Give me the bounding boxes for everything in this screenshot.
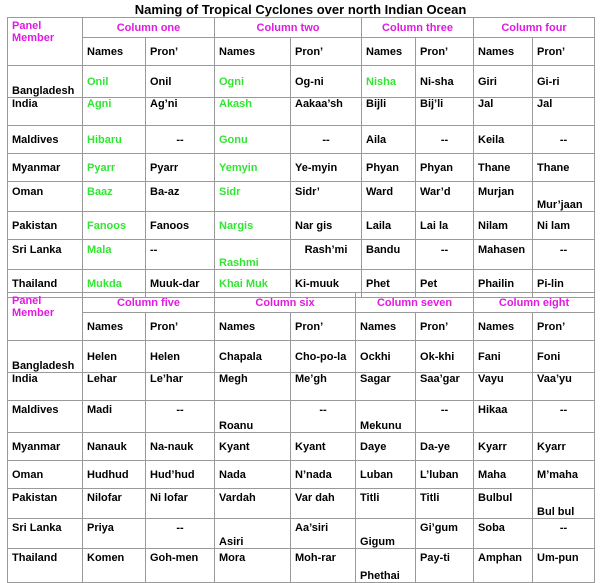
cyclone-name: Mekunu [356,401,416,433]
pronunciation: Foni [533,341,595,373]
pronunciation: Ni-sha [416,66,474,98]
panel-member-header: Panel Member [8,18,83,66]
pronunciation: Bij’li [416,98,474,126]
names-header: Names [83,313,146,341]
pronunciation: Gi’gum [416,519,474,549]
pronunciation: Kyant [291,433,356,461]
cyclone-name: Agni [83,98,146,126]
panel-member-header: Panel Member [8,293,83,341]
pronunciation: Vaa’yu [533,373,595,401]
pronunciation: Pet [416,270,474,298]
cyclone-name: Nilofar [83,489,146,519]
cyclone-name: Priya [83,519,146,549]
country-cell: India [8,373,83,401]
pronunciation: -- [533,126,595,154]
cyclone-name: Phyan [362,154,416,182]
cyclone-name: Fanoos [83,212,146,240]
pronunciation: Me’gh [291,373,356,401]
country-cell: Sri Lanka [8,519,83,549]
column-header: Column five [83,293,215,313]
cyclone-name: Vardah [215,489,291,519]
page-title: Naming of Tropical Cyclones over north Indian Ocean [134,2,467,17]
cyclone-name: Sidr [215,182,291,212]
column-header: Column four [474,18,595,38]
cyclone-name: Amphan [474,549,533,583]
cyclone-name: Phet [362,270,416,298]
pronunciation: Ki-muuk [291,270,362,298]
pronunciation: M’maha [533,461,595,489]
pronunciation: Var dah [291,489,356,519]
pronunciation: -- [533,240,595,270]
cyclone-name: Aila [362,126,416,154]
country-cell: Thailand [8,270,83,298]
cyclone-name: Mora [215,549,291,583]
cyclone-name: Helen [83,341,146,373]
pronunciation: Lai la [416,212,474,240]
cyclone-name: Vayu [474,373,533,401]
cyclone-name: Nargis [215,212,291,240]
cyclone-name: Laila [362,212,416,240]
pronunciation: Og-ni [291,66,362,98]
cyclone-name: Fani [474,341,533,373]
cyclone-name: Nada [215,461,291,489]
pronunciation: Da-ye [416,433,474,461]
names-header: Names [215,313,291,341]
cyclone-name: Hibaru [83,126,146,154]
pronunciation: -- [416,401,474,433]
names-header: Names [474,313,533,341]
country-cell: Bangladesh [8,66,83,98]
cyclone-name: Lehar [83,373,146,401]
cyclone-name: Mukda [83,270,146,298]
cyclone-name: Maha [474,461,533,489]
cyclone-name: Jal [474,98,533,126]
pronunciation: -- [533,519,595,549]
pronunciation-header: Pron’ [291,38,362,66]
cyclone-name: Yemyin [215,154,291,182]
cyclone-name: Madi [83,401,146,433]
country-cell: Pakistan [8,489,83,519]
cyclone-name: Roanu [215,401,291,433]
cyclone-name: Murjan [474,182,533,212]
pronunciation: Ni lam [533,212,595,240]
cyclone-name: Phailin [474,270,533,298]
cyclone-name: Komen [83,549,146,583]
pronunciation: Fanoos [146,212,215,240]
pronunciation-header: Pron’ [146,38,215,66]
names-header: Names [362,38,416,66]
cyclone-name: Chapala [215,341,291,373]
column-header: Column seven [356,293,474,313]
country-cell: Pakistan [8,212,83,240]
cyclone-name: Megh [215,373,291,401]
pronunciation: Le’har [146,373,215,401]
pronunciation: -- [291,126,362,154]
pronunciation: Rash’mi [291,240,362,270]
pronunciation: War’d [416,182,474,212]
pronunciation: -- [291,401,356,433]
cyclone-name: Titli [356,489,416,519]
pronunciation-header: Pron’ [291,313,356,341]
pronunciation: Kyarr [533,433,595,461]
pronunciation: Um-pun [533,549,595,583]
pronunciation: Titli [416,489,474,519]
country-cell: Maldives [8,126,83,154]
country-cell: Maldives [8,401,83,433]
pronunciation: Aakaa’sh [291,98,362,126]
cyclone-name: Onil [83,66,146,98]
country-cell: Bangladesh [8,341,83,373]
cyclone-name: Bulbul [474,489,533,519]
pronunciation: Ba-az [146,182,215,212]
cyclone-name: Nilam [474,212,533,240]
pronunciation: Na-nauk [146,433,215,461]
cyclone-name: Keila [474,126,533,154]
pronunciation: -- [416,126,474,154]
country-cell: Thailand [8,549,83,583]
names-header: Names [83,38,146,66]
cyclone-name: Nanauk [83,433,146,461]
pronunciation: -- [146,519,215,549]
pronunciation: Bul bul [533,489,595,519]
cyclone-name: Kyant [215,433,291,461]
cyclone-name: Khai Muk [215,270,291,298]
cyclone-name: Luban [356,461,416,489]
cyclone-name: Ward [362,182,416,212]
pronunciation: Ni lofar [146,489,215,519]
column-header: Column one [83,18,215,38]
names-header: Names [356,313,416,341]
cyclone-name: Nisha [362,66,416,98]
pronunciation: N’nada [291,461,356,489]
pronunciation: Thane [533,154,595,182]
pronunciation: Ag’ni [146,98,215,126]
column-header: Column two [215,18,362,38]
pronunciation: Goh-men [146,549,215,583]
cyclone-name: Pyarr [83,154,146,182]
pronunciation: Nar gis [291,212,362,240]
cyclone-name: Asiri [215,519,291,549]
pronunciation: L’luban [416,461,474,489]
pronunciation: Pyarr [146,154,215,182]
names-header: Names [474,38,533,66]
pronunciation: Ok-khi [416,341,474,373]
cyclone-name: Ogni [215,66,291,98]
pronunciation: Ye-myin [291,154,362,182]
column-header: Column eight [474,293,595,313]
pronunciation-header: Pron’ [416,313,474,341]
column-header: Column three [362,18,474,38]
cyclone-name: Phethai [356,549,416,583]
pronunciation-header: Pron’ [533,313,595,341]
pronunciation: Gi-ri [533,66,595,98]
cyclone-name: Gonu [215,126,291,154]
pronunciation: Hud’hud [146,461,215,489]
cyclone-names-table-1 [7,17,595,298]
cyclone-name: Daye [356,433,416,461]
cyclone-name: Hudhud [83,461,146,489]
cyclone-names-table-2 [7,292,595,583]
pronunciation: Sidr’ [291,182,362,212]
pronunciation: -- [533,401,595,433]
pronunciation: Pay-ti [416,549,474,583]
pronunciation: -- [146,240,215,270]
pronunciation-header: Pron’ [533,38,595,66]
cyclone-name: Sagar [356,373,416,401]
pronunciation: -- [416,240,474,270]
cyclone-name: Thane [474,154,533,182]
pronunciation: Moh-rar [291,549,356,583]
cyclone-name: Baaz [83,182,146,212]
country-cell: Myanmar [8,154,83,182]
country-cell: Oman [8,461,83,489]
column-header: Column six [215,293,356,313]
country-cell: Myanmar [8,433,83,461]
cyclone-name: Gigum [356,519,416,549]
cyclone-name: Bijli [362,98,416,126]
names-header: Names [215,38,291,66]
pronunciation: Jal [533,98,595,126]
cyclone-name: Mala [83,240,146,270]
country-cell: India [8,98,83,126]
cyclone-name: Mahasen [474,240,533,270]
pronunciation: Cho-po-la [291,341,356,373]
pronunciation: Helen [146,341,215,373]
pronunciation: Saa’gar [416,373,474,401]
country-cell: Oman [8,182,83,212]
cyclone-name: Akash [215,98,291,126]
cyclone-name: Soba [474,519,533,549]
pronunciation: Pi-lin [533,270,595,298]
cyclone-name: Kyarr [474,433,533,461]
pronunciation: -- [146,401,215,433]
pronunciation-header: Pron’ [146,313,215,341]
pronunciation: Aa’siri [291,519,356,549]
pronunciation: Onil [146,66,215,98]
pronunciation-header: Pron’ [416,38,474,66]
pronunciation: Mur’jaan [533,182,595,212]
pronunciation: Muuk-dar [146,270,215,298]
pronunciation: -- [146,126,215,154]
cyclone-name: Bandu [362,240,416,270]
cyclone-name: Hikaa [474,401,533,433]
cyclone-name: Rashmi [215,240,291,270]
cyclone-name: Ockhi [356,341,416,373]
country-cell: Sri Lanka [8,240,83,270]
pronunciation: Phyan [416,154,474,182]
cyclone-name: Giri [474,66,533,98]
